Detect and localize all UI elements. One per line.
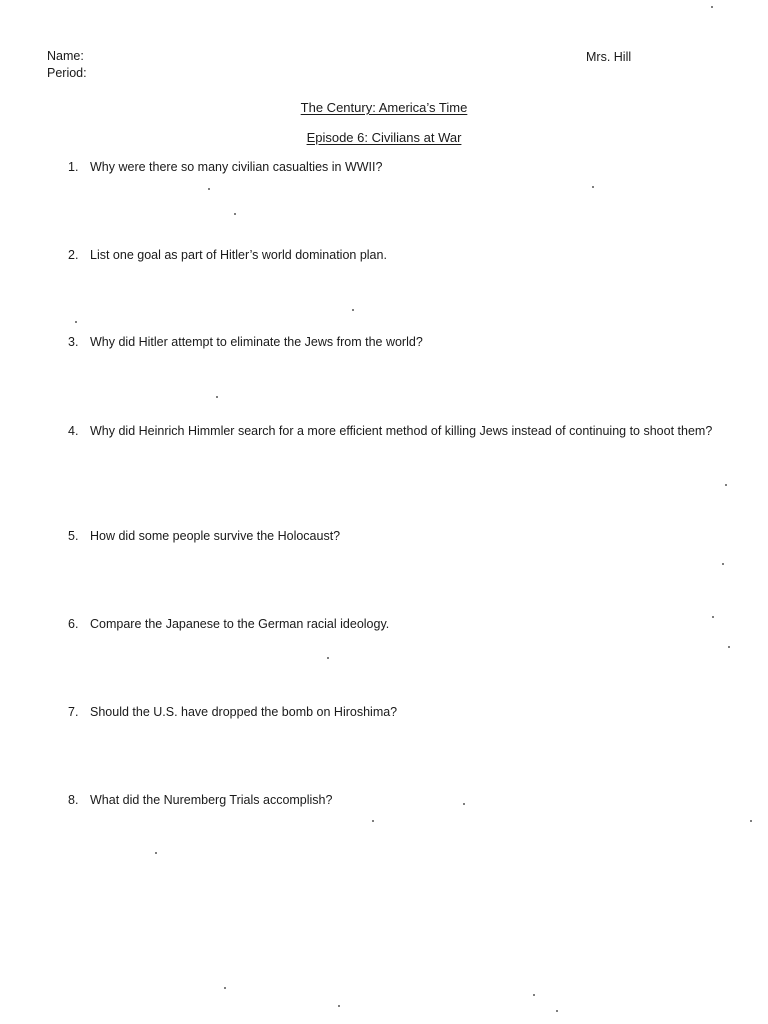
scan-speck: [208, 188, 210, 190]
scan-speck: [728, 646, 730, 648]
scan-speck: [592, 186, 594, 188]
period-label: Period:: [47, 66, 87, 80]
scan-speck: [327, 657, 329, 659]
scan-speck: [750, 820, 752, 822]
scan-speck: [533, 994, 535, 996]
question-number: 8.: [68, 793, 79, 807]
scan-speck: [463, 803, 465, 805]
worksheet-title: The Century: America’s Time: [300, 100, 468, 115]
scan-speck: [234, 213, 236, 215]
question-8: [68, 791, 728, 809]
question-5: [68, 527, 728, 545]
question-number: 5.: [68, 529, 79, 543]
question-number: 1.: [68, 160, 79, 174]
scan-speck: [556, 1010, 558, 1012]
question-1: [68, 158, 728, 176]
question-text: How did some people survive the Holocaust?: [90, 529, 341, 543]
episode-title: Episode 6: Civilians at War: [306, 130, 462, 145]
question-2: [68, 246, 728, 264]
scan-speck: [725, 484, 727, 486]
question-number: 4.: [68, 424, 79, 438]
question-3: [68, 333, 728, 351]
question-text: Compare the Japanese to the German racial ideology.: [90, 617, 390, 631]
question-4: [68, 422, 728, 440]
student-info-block: [47, 48, 87, 82]
scan-speck: [216, 396, 218, 398]
question-6: [68, 615, 728, 633]
question-text: Why did Heinrich Himmler search for a more efficient method of killing Jews instead of continuing to shoot them?: [90, 424, 713, 438]
question-text: List one goal as part of Hitler’s world domination plan.: [90, 248, 387, 262]
scan-speck: [712, 616, 714, 618]
scan-speck: [722, 563, 724, 565]
scan-speck: [75, 321, 77, 323]
scan-speck: [224, 987, 226, 989]
question-text: What did the Nuremberg Trials accomplish?: [90, 793, 333, 807]
question-number: 3.: [68, 335, 79, 349]
scan-speck: [352, 309, 354, 311]
scan-speck: [338, 1005, 340, 1007]
scan-speck: [711, 6, 713, 8]
question-text: Should the U.S. have dropped the bomb on Hiroshima?: [90, 705, 398, 719]
question-7: [68, 703, 728, 721]
question-number: 6.: [68, 617, 79, 631]
question-number: 7.: [68, 705, 79, 719]
scan-speck: [155, 852, 157, 854]
name-label: Name:: [47, 49, 84, 63]
scan-speck: [372, 820, 374, 822]
question-text: Why were there so many civilian casualties in WWII?: [90, 160, 383, 174]
question-text: Why did Hitler attempt to eliminate the Jews from the world?: [90, 335, 423, 349]
question-number: 2.: [68, 248, 79, 262]
teacher-name: Mrs. Hill: [586, 50, 632, 64]
